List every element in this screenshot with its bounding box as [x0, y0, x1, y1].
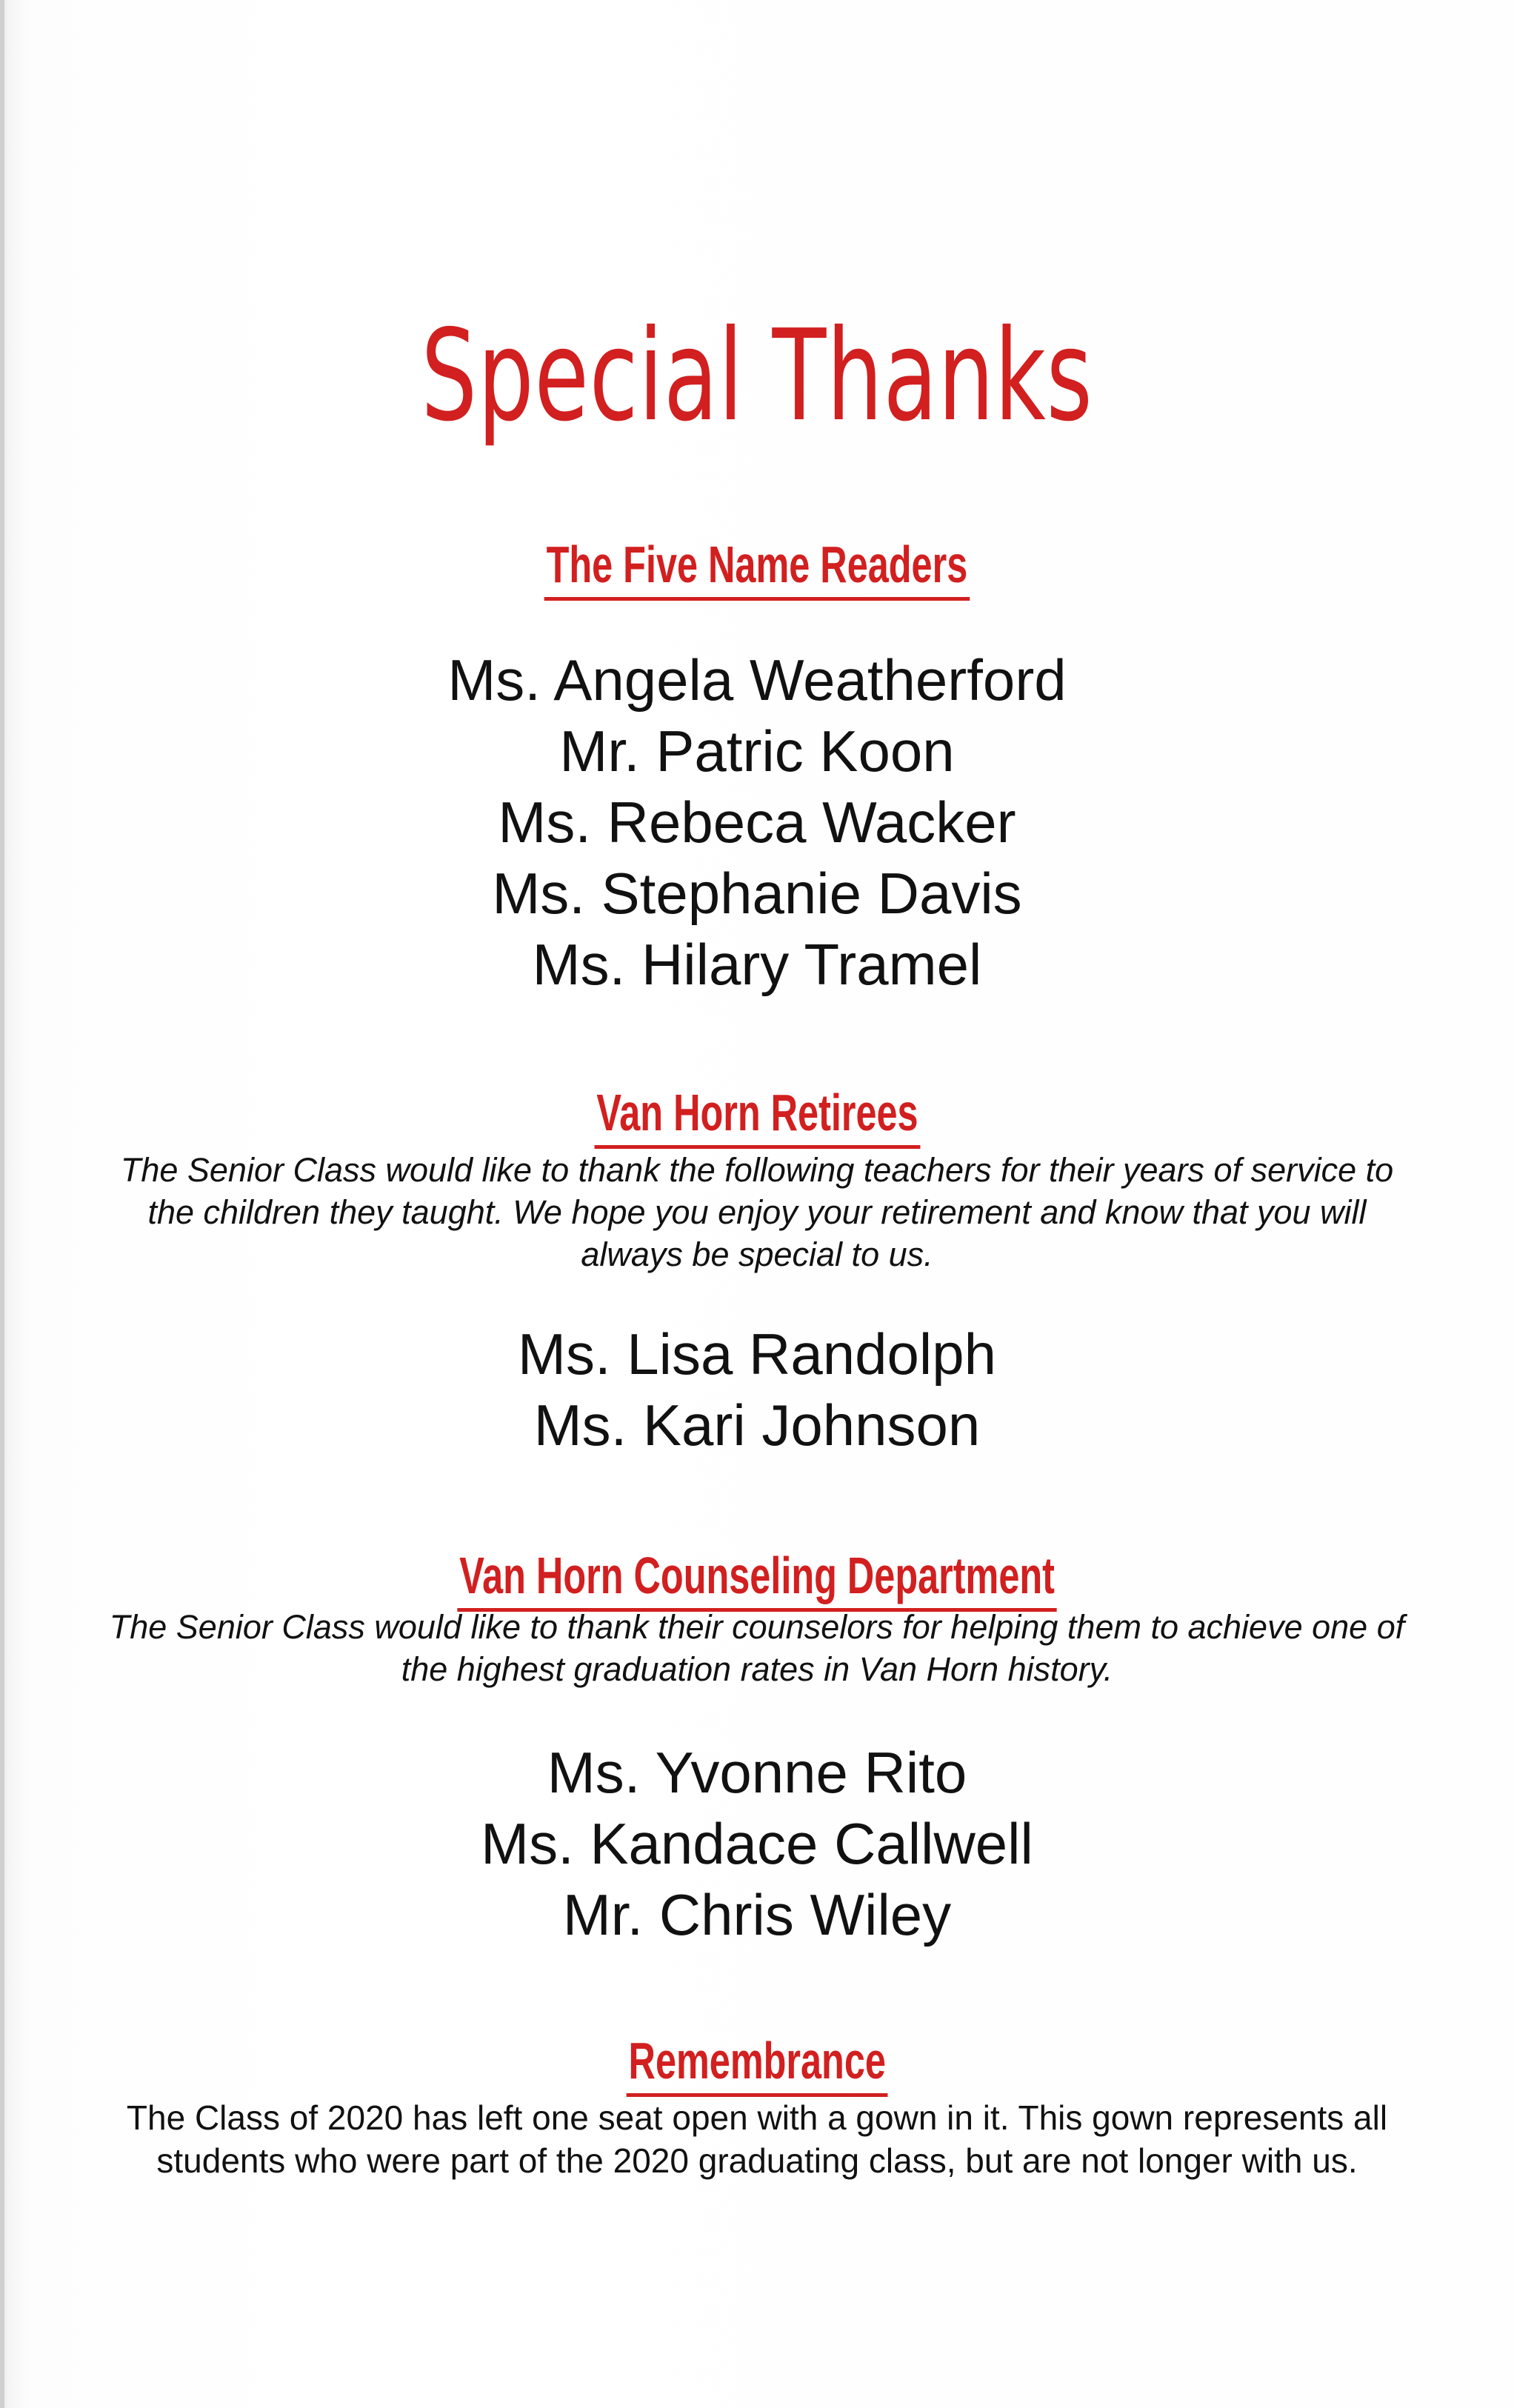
remembrance-paragraph: [44, 2096, 1470, 2182]
heading-remembrance: [0, 2030, 1514, 2097]
list-item: Mr. Chris Wiley: [562, 1882, 952, 1947]
paragraph-line: always be special to us.: [581, 1235, 933, 1273]
heading-retirees-text: Van Horn Retirees: [594, 1081, 920, 1149]
paragraph-line: the children they taught. We hope you enjoy your retirement and know that you will: [147, 1193, 1367, 1231]
page-title: Special Thanks: [421, 303, 1093, 450]
list-item: Ms. Stephanie Davis: [492, 861, 1022, 926]
paragraph-line: The Senior Class would like to thank the following teachers for their years of service to: [120, 1151, 1394, 1189]
list-item: Ms. Hilary Tramel: [532, 932, 982, 997]
list-item: Ms. Angela Weatherford: [447, 647, 1067, 713]
heading-name-readers: [0, 533, 1514, 601]
counseling-paragraph: [22, 1606, 1492, 1690]
heading-retirees: [0, 1081, 1514, 1149]
counseling-list: [0, 1737, 1514, 1950]
paragraph-line: The Class of 2020 has left one seat open with a gown in it. This gown represents all: [126, 2098, 1388, 2137]
list-item: Ms. Yvonne Rito: [547, 1740, 967, 1805]
retirees-paragraph: [22, 1149, 1492, 1275]
heading-name-readers-text: The Five Name Readers: [544, 533, 970, 601]
retirees-list: [0, 1318, 1514, 1461]
heading-counseling: [0, 1544, 1514, 1612]
list-item: Ms. Kandace Callwell: [481, 1811, 1033, 1876]
list-item: Ms. Lisa Randolph: [517, 1321, 996, 1387]
paragraph-line: The Senior Class would like to thank their counselors for helping them to achieve one of: [109, 1608, 1405, 1646]
heading-remembrance-text: Remembrance: [626, 2030, 887, 2097]
name-readers-list: [0, 644, 1514, 1000]
heading-counseling-text: Van Horn Counseling Department: [457, 1544, 1056, 1612]
list-item: Ms. Kari Johnson: [533, 1393, 981, 1458]
paragraph-line: the highest graduation rates in Van Horn history.: [401, 1650, 1113, 1688]
list-item: Mr. Patric Koon: [559, 718, 955, 784]
list-item: Ms. Rebeca Wacker: [498, 790, 1016, 855]
paragraph-line: students who were part of the 2020 graduating class, but are not longer with us.: [156, 2141, 1358, 2180]
